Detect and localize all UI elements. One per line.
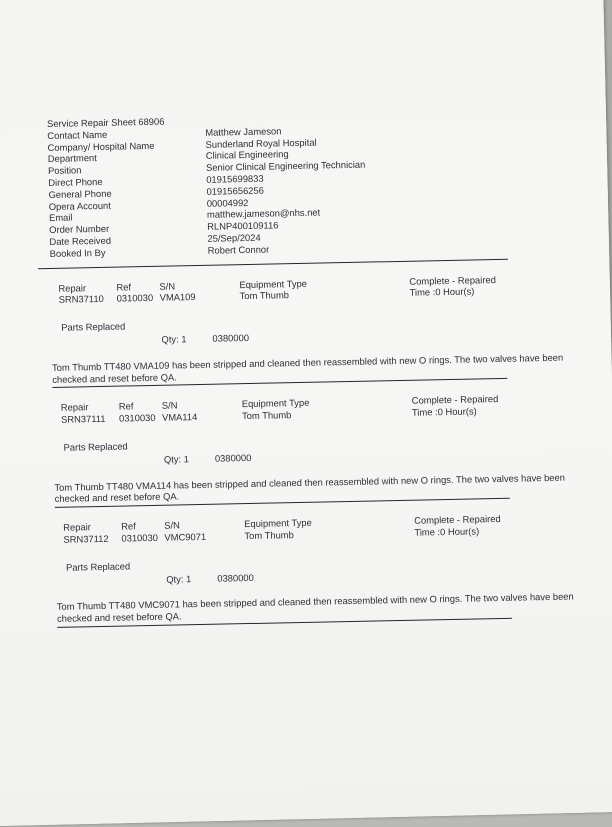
- ref-value: 0310030: [118, 412, 156, 424]
- equipment-type-value: Tom Thumb: [241, 409, 292, 422]
- ref-label: Ref: [118, 400, 134, 412]
- equipment-type-label: Equipment Type: [241, 397, 310, 410]
- header-value: 01915656256: [206, 184, 264, 197]
- part-number: 0380000: [214, 451, 252, 464]
- header-value: 25/Sep/2024: [207, 231, 261, 244]
- equipment-type-label: Equipment Type: [244, 516, 312, 530]
- ref-label: Ref: [121, 520, 136, 532]
- equipment-type-value: Tom Thumb: [244, 529, 294, 542]
- repair-number: SRN37111: [60, 413, 106, 425]
- divider: [38, 258, 508, 268]
- header-value: 01915699833: [206, 172, 264, 185]
- part-number: 0380000: [217, 571, 254, 584]
- header-value: Senior Clinical Engineering Technician: [205, 158, 366, 174]
- header-label: Contact Name: [47, 128, 108, 141]
- header-label: Company/ Hospital Name: [47, 139, 155, 153]
- header-label: Position: [47, 164, 82, 177]
- header-label: Department: [47, 152, 97, 165]
- repair-section: [50, 272, 592, 389]
- equipment-type-label: Equipment Type: [239, 277, 308, 290]
- time-value: Time :0 Hour(s): [414, 525, 480, 538]
- header-value: Robert Connor: [207, 243, 270, 256]
- sn-value: VMA114: [161, 411, 198, 423]
- header-label: Booked In By: [49, 246, 106, 259]
- repair-label: Repair: [63, 521, 91, 533]
- sheet-title: Service Repair Sheet 68906: [47, 115, 165, 129]
- header-label: Opera Account: [48, 199, 111, 212]
- time-value: Time :0 Hour(s): [411, 405, 477, 418]
- ref-value: 0310030: [121, 531, 159, 544]
- header-block: [47, 107, 590, 259]
- repair-description: Tom Thumb TT480 VMA114 has been stripped and cleaned then reassembled with new O rings. The two valves have been checked and reset before QA.: [54, 471, 565, 505]
- repair-sheet-document: [47, 107, 597, 628]
- header-value: 00004992: [206, 196, 249, 209]
- header-label: Order Number: [49, 222, 110, 236]
- repair-section: [55, 511, 597, 628]
- ref-value: 0310030: [116, 292, 154, 304]
- header-value: RLNP400109116: [207, 219, 279, 232]
- repair-section: [53, 391, 595, 508]
- repair-label: Repair: [58, 281, 87, 294]
- status-value: Complete - Repaired: [411, 393, 499, 407]
- sn-value: VMC9071: [164, 530, 207, 543]
- repair-label: Repair: [60, 401, 89, 414]
- header-label: General Phone: [48, 187, 112, 200]
- parts-replaced-label: Parts Replaced: [65, 560, 131, 573]
- qty-label: Qty: 1: [166, 572, 192, 585]
- repair-description: Tom Thumb TT480 VMA109 has been stripped and cleaned then reassembled with new O rings. The two valves have been checked and reset before QA.: [51, 351, 564, 385]
- qty-label: Qty: 1: [161, 333, 187, 345]
- equipment-type-value: Tom Thumb: [239, 289, 290, 302]
- sn-value: VMA109: [159, 291, 196, 304]
- sn-label: S/N: [159, 280, 176, 292]
- repair-number: SRN37112: [63, 532, 109, 545]
- repair-description: Tom Thumb TT480 VMC9071 has been stripped and cleaned then reassembled with new O rings. The two valves have been checked and reset before QA.: [56, 590, 574, 625]
- sn-label: S/N: [164, 519, 180, 531]
- header-value: Matthew Jameson: [205, 125, 282, 138]
- status-value: Complete - Repaired: [414, 513, 501, 526]
- parts-replaced-label: Parts Replaced: [61, 320, 126, 333]
- part-number: 0380000: [212, 331, 250, 344]
- qty-label: Qty: 1: [163, 452, 189, 465]
- time-value: Time :0 Hour(s): [409, 285, 475, 299]
- header-value: Sunderland Royal Hospital: [205, 136, 317, 150]
- header-label: Direct Phone: [48, 175, 103, 188]
- header-value: Clinical Engineering: [205, 148, 289, 162]
- header-value: matthew.jameson@nhs.net: [206, 206, 321, 221]
- parts-replaced-label: Parts Replaced: [63, 440, 128, 453]
- header-label: Email: [48, 211, 73, 224]
- header-label: Date Received: [49, 234, 112, 247]
- repair-number: SRN37110: [58, 293, 104, 306]
- ref-label: Ref: [116, 280, 132, 293]
- status-value: Complete - Repaired: [409, 273, 496, 287]
- sn-label: S/N: [161, 399, 178, 412]
